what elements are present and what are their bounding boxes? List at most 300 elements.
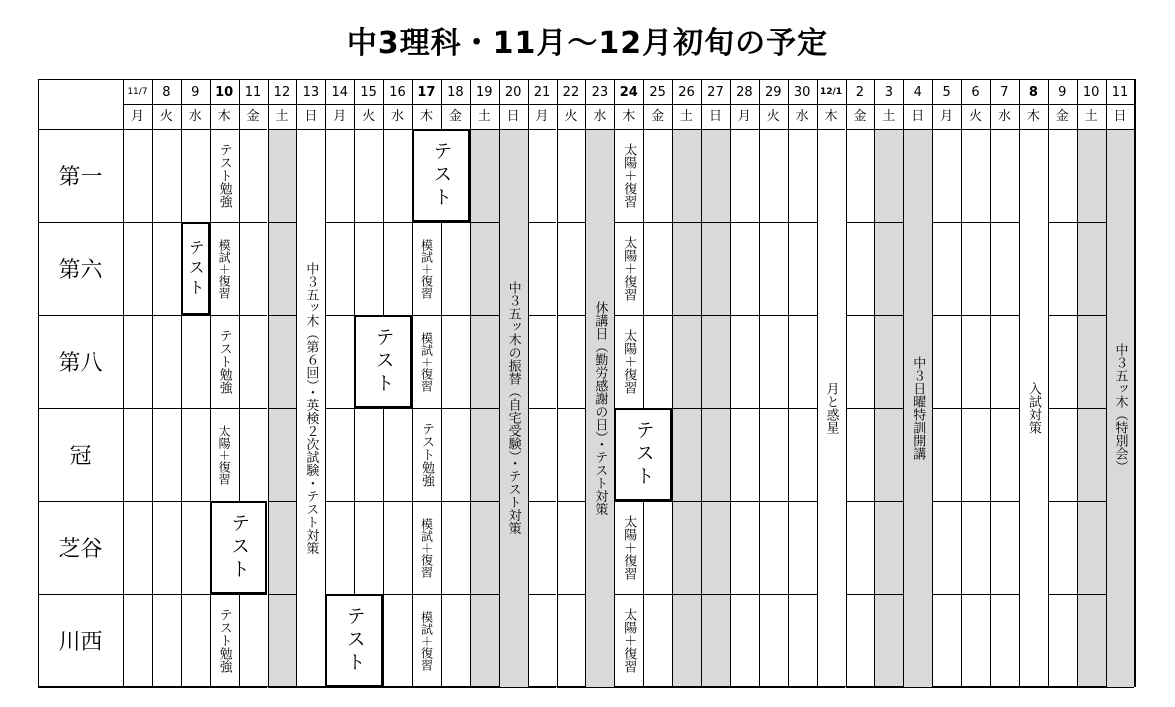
grid-line: [990, 501, 1019, 502]
grid-line: [38, 594, 123, 595]
span-event-text-wrap: [296, 129, 325, 687]
grid-line: [932, 129, 961, 130]
grid-line: [759, 315, 788, 316]
grid-line: [470, 315, 499, 316]
grid-line: [499, 687, 528, 688]
grid-line: [528, 79, 529, 687]
grid-line: [181, 408, 210, 409]
grid-line: [846, 129, 875, 130]
span-event-text: 中３五ッ木（特別会）: [1112, 343, 1128, 473]
date-header: 29: [764, 85, 782, 100]
grid-line: [557, 687, 586, 688]
grid-line: [152, 79, 153, 687]
grid-line: [961, 501, 990, 502]
cell-event-text: 模試＋復習: [217, 238, 232, 299]
grid-line: [643, 129, 672, 130]
date-header: 21: [533, 85, 551, 100]
cell-event-text-wrap: [412, 317, 441, 406]
grid-line: [268, 129, 297, 130]
weekday-header: 金: [1055, 109, 1069, 124]
grid-line: [788, 408, 817, 409]
grid-line: [38, 315, 123, 316]
weekday-header: 水: [391, 109, 405, 124]
grid-line: [961, 408, 990, 409]
grid-line: [932, 501, 961, 502]
grid-line: [788, 594, 817, 595]
weekday-header: 土: [882, 109, 896, 124]
date-header: 26: [678, 85, 695, 100]
grid-line: [1048, 408, 1077, 409]
grid-line: [470, 408, 499, 409]
grid-line: [528, 501, 557, 502]
grid-line: [152, 408, 181, 409]
grid-line: [123, 687, 152, 688]
date-header: 11: [1111, 85, 1129, 100]
date-header: 11: [244, 85, 262, 100]
weekday-header: 木: [622, 109, 636, 124]
grid-line: [874, 129, 903, 130]
date-header: 24: [619, 85, 638, 100]
test-label: テスト: [372, 327, 395, 396]
grid-line: [123, 501, 152, 502]
grid-line: [528, 687, 557, 688]
grid-line: [470, 594, 499, 595]
weekday-header: 水: [593, 109, 607, 124]
grid-line: [239, 79, 240, 687]
grid-line: [614, 594, 643, 595]
date-header: 4: [913, 85, 922, 100]
grid-line: [643, 79, 644, 687]
weekday-header: 金: [246, 109, 260, 124]
grid-line: [817, 687, 846, 688]
grid-line: [730, 594, 759, 595]
school-label: 川西: [58, 630, 103, 655]
grid-line: [383, 222, 412, 223]
grid-line: [932, 315, 961, 316]
grid-line: [38, 501, 123, 502]
cell-event-text-wrap: [614, 503, 643, 592]
grid-line: [181, 315, 210, 316]
grid-line: [788, 315, 817, 316]
grid-line: [210, 594, 239, 595]
grid-line: [1048, 687, 1077, 688]
grid-line: [903, 687, 932, 688]
cell-event-text-wrap: [210, 317, 239, 406]
grid-line: [759, 594, 788, 595]
grid-line: [759, 408, 788, 409]
span-event-text-wrap: [499, 129, 528, 687]
grid-line: [1077, 129, 1106, 130]
grid-line: [123, 129, 152, 130]
grid-line: [701, 687, 730, 688]
span-event-text: 月と惑星: [823, 382, 839, 434]
grid-line: [38, 129, 123, 130]
grid-line: [38, 687, 123, 688]
cell-event-text-wrap: [614, 596, 643, 685]
cell-event-text-wrap: [412, 503, 441, 592]
weekday-header: 土: [275, 109, 289, 124]
cell-event-text: テスト勉強: [216, 329, 232, 394]
grid-line: [874, 79, 875, 687]
grid-line: [441, 687, 470, 688]
span-event-text: 休講日（勤労感謝の日）・テスト対策: [592, 300, 608, 516]
grid-line: [152, 594, 181, 595]
cell-event-text-wrap: [614, 131, 643, 220]
cell-event-text-wrap: [614, 224, 643, 313]
grid-line: [1019, 687, 1048, 688]
grid-line: [874, 315, 903, 316]
grid-line: [846, 315, 875, 316]
grid-line: [383, 501, 412, 502]
grid-line: [38, 222, 123, 223]
grid-line: [441, 315, 470, 316]
grid-line: [470, 501, 499, 502]
grid-line: [354, 408, 383, 409]
cell-event-text-wrap: [210, 131, 239, 220]
grid-line: [701, 315, 730, 316]
date-header: 7: [1000, 85, 1009, 100]
grid-line: [268, 222, 297, 223]
grid-line: [788, 501, 817, 502]
grid-line: [123, 79, 124, 687]
weekday-header: 木: [419, 109, 433, 124]
grid-line: [730, 687, 759, 688]
test-label-wrap: [354, 315, 412, 408]
grid-line: [614, 129, 643, 130]
grid-line: [1048, 222, 1077, 223]
grid-line: [268, 79, 269, 687]
grid-line: [557, 594, 586, 595]
weekday-header: 日: [708, 109, 722, 124]
weekday-header: 木: [217, 109, 231, 124]
date-header: 22: [562, 85, 580, 100]
grid-line: [730, 408, 759, 409]
grid-line: [354, 129, 383, 130]
grid-line: [1077, 594, 1106, 595]
test-label-wrap: [614, 408, 672, 501]
cell-event-text-wrap: [614, 317, 643, 406]
grid-line: [152, 501, 181, 502]
span-event-text: 中３日曜特訓開講: [910, 356, 926, 460]
grid-line: [152, 222, 181, 223]
grid-line: [412, 594, 441, 595]
grid-line: [268, 315, 297, 316]
grid-line: [557, 79, 558, 687]
grid-line: [268, 687, 297, 688]
grid-line: [412, 408, 441, 409]
grid-line: [528, 315, 557, 316]
grid-line: [123, 594, 152, 595]
grid-line: [990, 408, 1019, 409]
grid-line: [643, 687, 672, 688]
cell-event-text: 太陽＋復習: [621, 515, 637, 580]
date-header: 18: [447, 85, 464, 100]
weekday-header: 火: [159, 109, 173, 124]
grid-line: [759, 687, 788, 688]
grid-line: [354, 222, 383, 223]
grid-line: [239, 687, 268, 688]
grid-line: [643, 315, 672, 316]
date-header: 8: [1028, 85, 1038, 100]
grid-line: [672, 222, 701, 223]
school-label: 第六: [58, 258, 103, 283]
grid-line: [325, 222, 354, 223]
grid-line: [672, 129, 701, 130]
weekday-header: 水: [997, 109, 1011, 124]
grid-line: [730, 501, 759, 502]
date-header: 6: [971, 85, 980, 100]
page-title: 中3理科・11月～12月初旬の予定: [346, 26, 829, 61]
weekday-header: 金: [853, 109, 867, 124]
grid-line: [268, 501, 297, 502]
grid-line: [210, 315, 239, 316]
weekday-header: 火: [362, 109, 376, 124]
grid-line: [932, 408, 961, 409]
grid-line: [643, 222, 672, 223]
test-label: テスト: [186, 238, 206, 299]
grid-line: [412, 501, 441, 502]
grid-line: [672, 315, 701, 316]
date-header: 23: [591, 85, 609, 100]
grid-line: [874, 501, 903, 502]
cell-event-text: 太陽＋復習: [621, 329, 637, 394]
grid-line: [730, 129, 759, 130]
grid-line: [325, 129, 354, 130]
grid-line: [325, 408, 354, 409]
grid-line: [672, 79, 673, 687]
weekday-header: 月: [333, 109, 347, 124]
grid-line: [528, 222, 557, 223]
school-label: 第一: [58, 165, 103, 190]
grid-line: [961, 222, 990, 223]
cell-event-text: 太陽＋復習: [217, 424, 232, 485]
span-event-text: 入試対策: [1025, 382, 1041, 434]
grid-line: [701, 222, 730, 223]
grid-line: [643, 594, 672, 595]
grid-line: [557, 129, 586, 130]
date-header: 3: [884, 85, 893, 100]
grid-line: [1077, 687, 1106, 688]
grid-line: [1077, 501, 1106, 502]
grid-line: [874, 408, 903, 409]
grid-line: [123, 408, 152, 409]
grid-line: [614, 315, 643, 316]
date-header: 12: [273, 85, 291, 100]
grid-line: [383, 594, 412, 595]
cell-event-text-wrap: [210, 410, 239, 499]
grid-line: [874, 594, 903, 595]
grid-line: [961, 315, 990, 316]
grid-line: [701, 594, 730, 595]
weekday-header: 火: [969, 109, 983, 124]
grid-line: [38, 408, 123, 409]
cell-event-text: 太陽＋復習: [621, 236, 637, 301]
date-header: 11/7: [127, 87, 148, 97]
grid-line: [239, 408, 268, 409]
date-header: 30: [793, 85, 811, 100]
grid-line: [1048, 594, 1077, 595]
grid-line: [268, 594, 297, 595]
grid-line: [470, 129, 499, 130]
weekday-header: 水: [188, 109, 202, 124]
grid-line: [1077, 408, 1106, 409]
span-event-text: 中３五ッ木（第６回）・英検２次試験・テスト対策: [303, 261, 319, 555]
grid-line: [1048, 501, 1077, 502]
date-header: 9: [1058, 85, 1067, 100]
grid-line: [961, 594, 990, 595]
cell-event-text: 模試＋復習: [419, 238, 434, 299]
grid-line: [846, 687, 875, 688]
grid-line: [990, 222, 1019, 223]
cell-event-text-wrap: [412, 410, 441, 499]
span-event-text: 中３五ッ木の振替（自宅受験）・テスト対策: [505, 281, 521, 535]
weekday-header: 月: [737, 109, 751, 124]
date-header: 12/1: [820, 87, 843, 97]
span-event-text-wrap: [903, 129, 932, 687]
grid-line: [296, 687, 325, 688]
date-header: 2: [855, 85, 865, 100]
span-event-text-wrap: [817, 129, 846, 687]
school-label: 冠: [69, 444, 92, 469]
test-label: テスト: [228, 513, 251, 582]
grid-line: [152, 315, 181, 316]
grid-line: [788, 79, 789, 687]
cell-event-text: 模試＋復習: [419, 517, 434, 578]
cell-event-text-wrap: [210, 596, 239, 685]
grid-line: [701, 79, 702, 687]
date-header: 9: [191, 85, 200, 100]
grid-line: [990, 687, 1019, 688]
grid-line: [470, 222, 499, 223]
grid-line: [874, 687, 903, 688]
grid-line: [239, 594, 268, 595]
grid-line: [1106, 687, 1135, 688]
grid-line: [412, 222, 441, 223]
date-header: 19: [475, 85, 493, 100]
grid-line: [846, 594, 875, 595]
grid-line: [325, 501, 354, 502]
grid-line: [239, 315, 268, 316]
grid-line: [239, 222, 268, 223]
grid-line: [614, 501, 643, 502]
grid-line: [181, 687, 210, 688]
cell-event-text: テスト勉強: [216, 143, 232, 208]
weekday-header: 月: [940, 109, 954, 124]
weekday-header: 土: [1084, 109, 1098, 124]
grid-line: [239, 129, 268, 130]
grid-line: [441, 222, 470, 223]
date-header: 16: [389, 85, 406, 100]
weekday-header: 日: [1113, 109, 1127, 124]
weekday-header: 木: [824, 109, 838, 124]
grid-line: [1077, 79, 1078, 687]
grid-line: [672, 408, 701, 409]
grid-line: [730, 79, 731, 687]
grid-line: [470, 79, 471, 687]
span-event-text-wrap: [1106, 129, 1135, 687]
grid-line: [210, 129, 239, 130]
cell-event-text-wrap: [412, 224, 441, 313]
date-header: 28: [736, 85, 753, 100]
test-label-wrap: [181, 222, 210, 315]
grid-line: [730, 222, 759, 223]
date-header: 14: [331, 85, 349, 100]
cell-event-text-wrap: [210, 224, 239, 313]
weekday-header: 火: [564, 109, 578, 124]
grid-line: [932, 687, 961, 688]
grid-line: [788, 687, 817, 688]
grid-line: [961, 687, 990, 688]
grid-line: [383, 687, 412, 688]
grid-line: [528, 594, 557, 595]
grid-line: [932, 594, 961, 595]
grid-line: [932, 79, 933, 687]
grid-line: [672, 501, 701, 502]
weekday-header: 日: [304, 109, 318, 124]
grid-line: [470, 687, 499, 688]
weekday-header: 水: [795, 109, 809, 124]
grid-line: [759, 501, 788, 502]
test-label-wrap: [325, 594, 383, 687]
date-header: 5: [942, 85, 951, 100]
grid-line: [383, 129, 412, 130]
grid-line: [557, 408, 586, 409]
grid-line: [874, 222, 903, 223]
grid-line: [701, 129, 730, 130]
grid-line: [788, 129, 817, 130]
grid-line: [441, 408, 470, 409]
grid-line: [557, 501, 586, 502]
cell-event-text: 模試＋復習: [419, 610, 434, 671]
weekday-header: 土: [477, 109, 491, 124]
grid-line: [1077, 222, 1106, 223]
grid-line: [932, 222, 961, 223]
test-label: テスト: [430, 141, 453, 210]
grid-line: [181, 501, 210, 502]
grid-line: [528, 129, 557, 130]
grid-line: [181, 79, 182, 687]
grid-line: [1048, 315, 1077, 316]
grid-line: [383, 408, 412, 409]
grid-line: [701, 501, 730, 502]
date-header: 25: [649, 85, 666, 100]
grid-line: [354, 501, 383, 502]
weekday-header: 金: [651, 109, 665, 124]
weekday-header: 木: [1026, 109, 1040, 124]
grid-line: [759, 222, 788, 223]
weekday-header: 金: [448, 109, 462, 124]
date-header: 10: [1082, 85, 1100, 100]
grid-line: [643, 501, 672, 502]
grid-line: [123, 315, 152, 316]
grid-line: [990, 129, 1019, 130]
date-header: 17: [417, 85, 436, 100]
grid-line: [1135, 79, 1136, 687]
weekday-header: 日: [506, 109, 520, 124]
grid-line: [1048, 79, 1049, 687]
test-label: テスト: [343, 606, 366, 675]
date-header: 8: [162, 85, 171, 100]
grid-line: [759, 79, 760, 687]
grid-line: [441, 501, 470, 502]
grid-line: [210, 687, 239, 688]
grid-line: [846, 79, 847, 687]
grid-line: [181, 594, 210, 595]
grid-line: [354, 687, 383, 688]
grid-line: [152, 129, 181, 130]
test-label-wrap: [210, 501, 268, 594]
grid-line: [325, 315, 354, 316]
